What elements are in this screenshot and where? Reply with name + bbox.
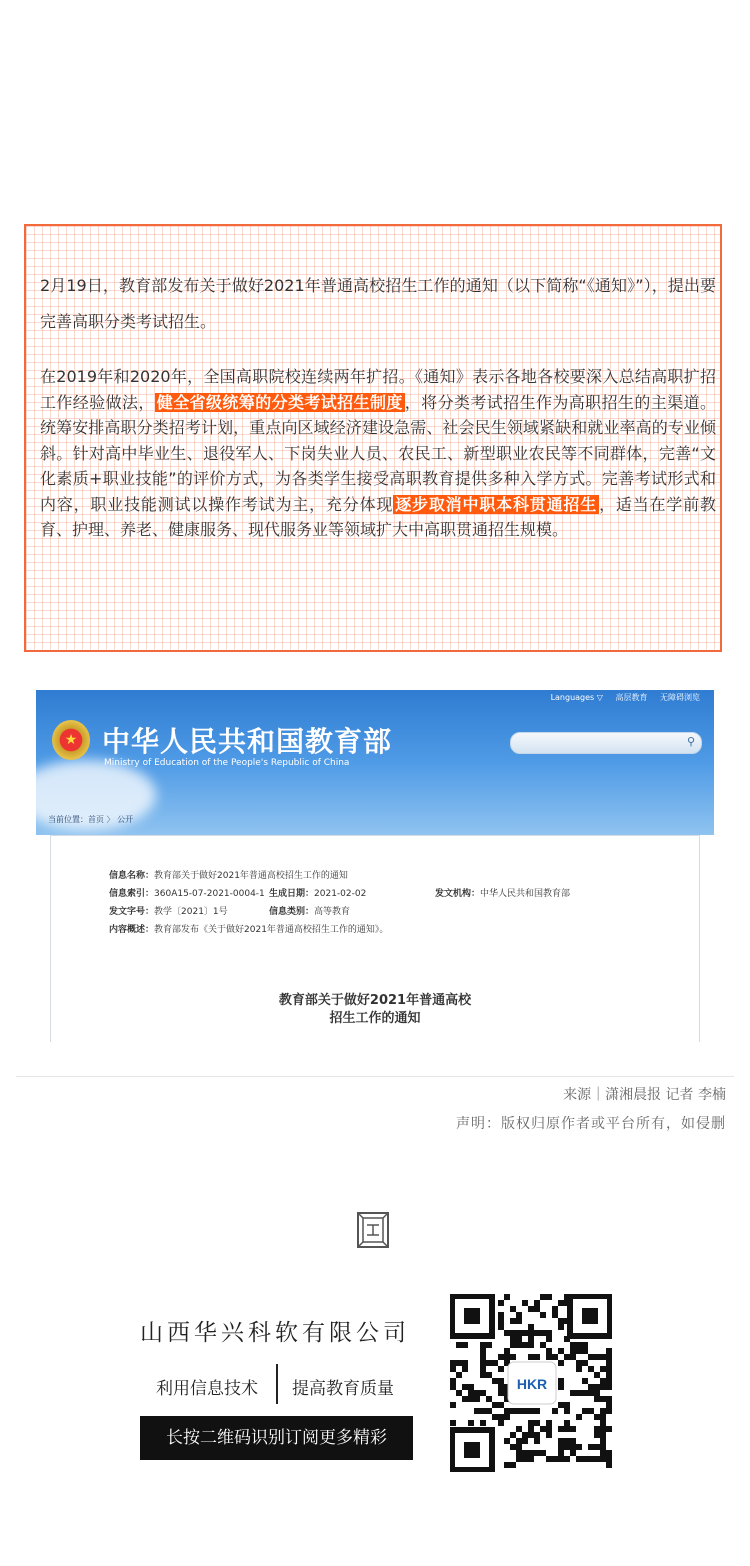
date-row <box>269 886 366 899</box>
document-title-line-1: 教育部关于做好2021年普通高校 <box>278 993 472 1008</box>
paragraph-text: ，将分类考试招生作为高职招生的主渠道。统筹安排高职分类招考计划，重点向区域经济建设急需、社会民生领域紧缺和就业率高的专业倾斜。针对高中毕业生、退役军人、下岗失业人员、农民工、新型职业农民等不同群体，完善“文化素质+职业技能”的评价方式，为各类学生接受高职教育提供多种入学方式。完善考试形式和内容，职业技能测试以操作考试为主，充分体现 <box>40 392 716 514</box>
divider <box>16 1076 734 1077</box>
info-name-value: 教育部关于做好2021年普通高校招生工作的通知 <box>154 871 348 881</box>
category-row <box>269 904 350 917</box>
document-title <box>51 992 699 1028</box>
qr-logo: HKR <box>516 1376 548 1392</box>
date-label: 生成日期： <box>269 889 315 899</box>
ministry-subtitle: Ministry of Education of the People's Republic of China <box>104 758 350 768</box>
highlight-cancel-through-program: 逐步取消中职本科贯通招生 <box>395 494 598 514</box>
national-emblem-icon: ★ <box>52 720 90 760</box>
issuer-value: 中华人民共和国教育部 <box>480 889 571 899</box>
doc-no-label: 发文字号： <box>109 907 155 917</box>
index-value: 360A15-07-2021-0004-1 <box>154 889 265 899</box>
category-label: 信息类别： <box>269 907 315 917</box>
issuer-label: 发文机构： <box>435 889 481 899</box>
breadcrumb: 当前位置：首页 〉 公开 <box>48 815 134 824</box>
accessibility-link[interactable]: 无障碍浏览 <box>660 693 700 702</box>
category-value: 高等教育 <box>314 907 351 917</box>
top-link[interactable]: 高层教育 <box>615 693 648 702</box>
issuer-row <box>435 886 570 899</box>
qr-code-icon[interactable] <box>450 1294 612 1472</box>
slogan-left: 利用信息技术 <box>156 1379 258 1399</box>
summary-row <box>109 922 388 935</box>
index-row <box>109 886 265 899</box>
ministry-website-screenshot <box>36 690 714 1042</box>
subscribe-cta: 长按二维码识别订阅更多精彩 <box>140 1416 413 1460</box>
article-box <box>24 224 722 652</box>
document-title-line-2: 招生工作的通知 <box>329 1011 421 1026</box>
index-label: 信息索引： <box>109 889 155 899</box>
doc-no-row <box>109 904 228 917</box>
company-name: 山西华兴科软有限公司 <box>140 1320 410 1346</box>
ministry-header <box>36 690 714 835</box>
search-input[interactable] <box>510 732 702 754</box>
summary-label: 内容概述： <box>109 925 155 935</box>
article-paragraph-2 <box>40 364 716 543</box>
date-value: 2021-02-02 <box>314 889 367 899</box>
paragraph-text: 在2019年和2020年，全国高职院校连续两年扩招。《通知》表示各地各校要深入总结高职扩招工作经验做法， <box>40 367 716 412</box>
summary-value: 教育部发布《关于做好2021年普通高校招生工作的通知》。 <box>154 925 389 935</box>
slogan-right: 提高教育质量 <box>292 1379 394 1399</box>
ministry-title: 中华人民共和国教育部 <box>102 725 393 758</box>
slogan-separator <box>276 1364 278 1404</box>
document-panel <box>50 835 700 1042</box>
highlight-provincial-system: 健全省级统筹的分类考试招生制度 <box>156 392 403 412</box>
languages-link[interactable]: Languages ▽ <box>550 693 603 702</box>
article-paragraph-1: 2月19日，教育部发布关于做好2021年普通高校招生工作的通知（以下简称“《通知》”），提出要完善高职分类考试招生。 <box>40 276 716 331</box>
doc-no-value: 教学〔2021〕1号 <box>154 907 228 917</box>
frame-ornament-icon <box>357 1212 389 1248</box>
paragraph-text: ，适当在学前教育、护理、养老、健康服务、现代服务业等领域扩大中高职贯通招生规模。 <box>40 494 716 539</box>
copyright-statement: 声明：版权归原作者或平台所有，如侵删 <box>456 1116 726 1132</box>
search-icon[interactable]: ⚲ <box>686 735 695 748</box>
info-name-row <box>109 868 348 881</box>
top-links <box>541 692 700 703</box>
source-line: 来源｜潇湘晨报 记者 李楠 <box>563 1087 726 1103</box>
info-name-label: 信息名称： <box>109 871 155 881</box>
